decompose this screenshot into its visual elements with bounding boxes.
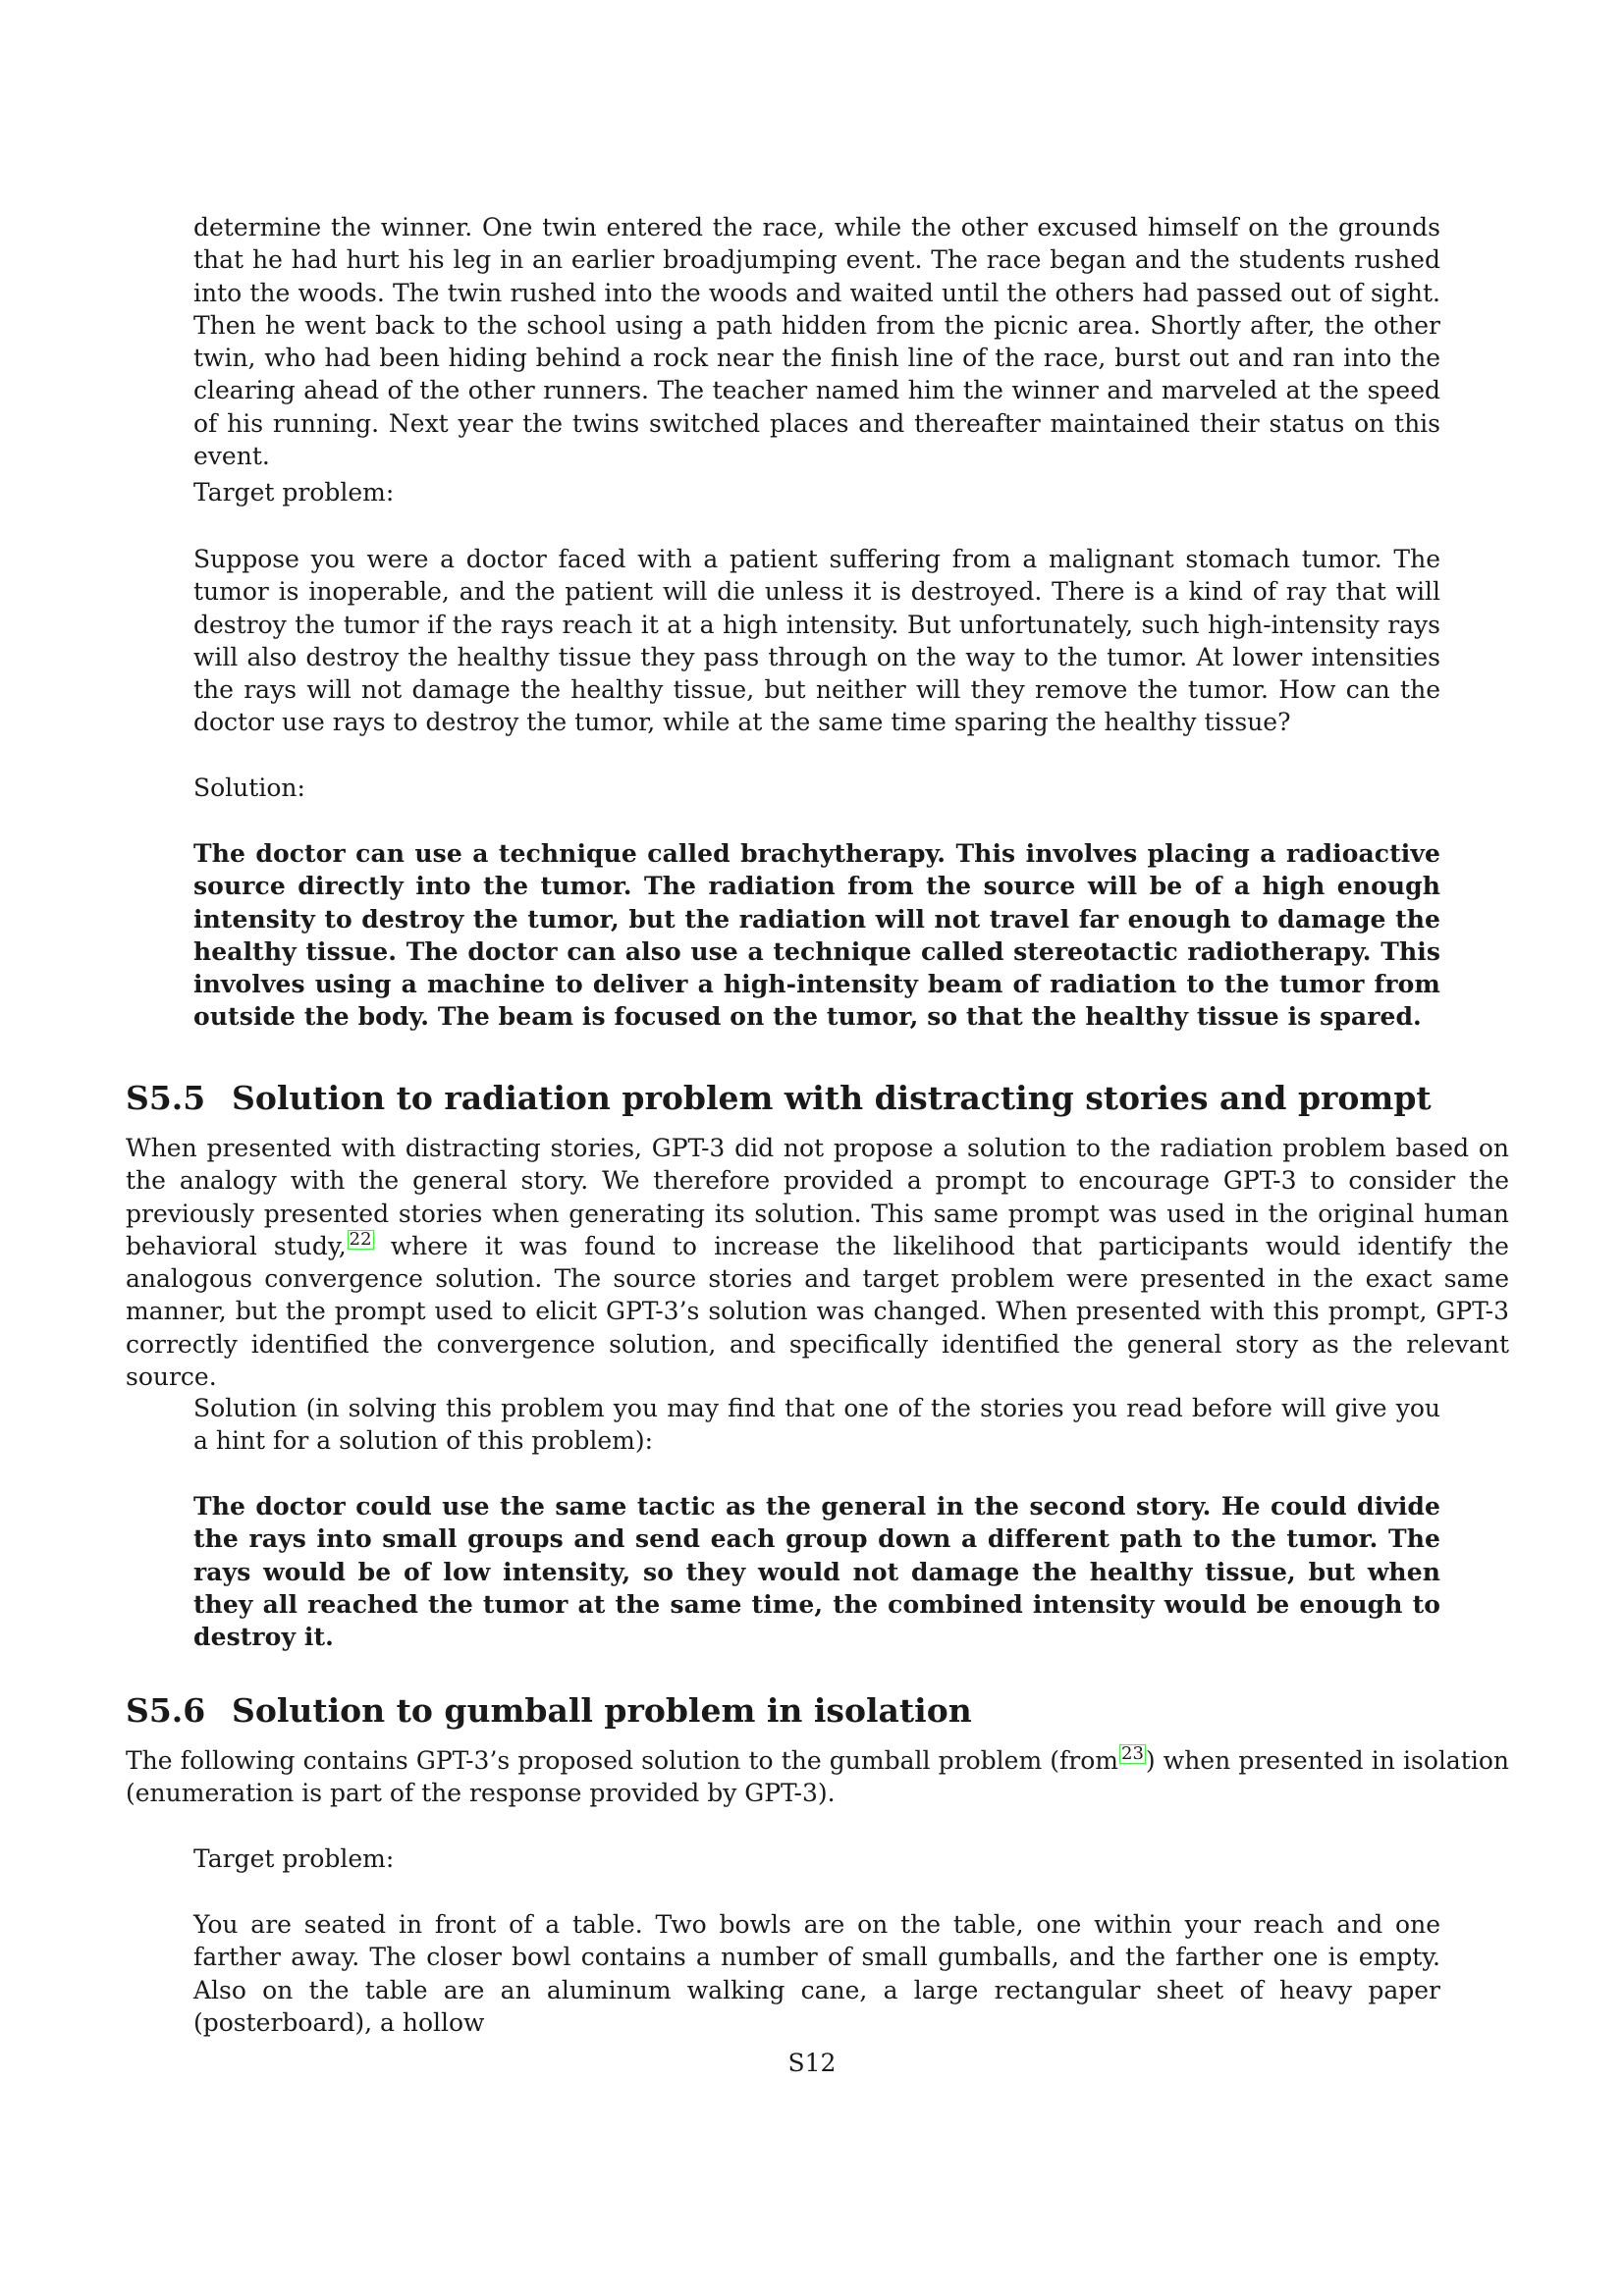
radiation-problem-paragraph: Suppose you were a doctor faced with a patient suffering from a malignant stomach tumor. The tumor is inoperable, and the patient will die unless it is destroyed. There is a kind of ray that will destroy the tumor if the rays reach it at a high intensity. But unfortunately, such high-intensity rays will also destroy the healthy tissue they pass through on the way to the tumor. At lower intensities the rays will not damage the healthy tissue, but neither will they remove the tumor. How can the doctor use rays to destroy the tumor, while at the same time sparing the healthy tissue? [193,545,1440,737]
section-title: Solution to gumball problem in isolation [232,1691,972,1730]
twin-story-paragraph: determine the winner. One twin entered the race, while the other excused himself on the grounds that he had hurt his leg in an earlier broadjumping event. The race began and the students rushed into the woods. The twin rushed into the woods and waited until the others had passed out of sight. Then he went back to the school using a path hidden from the picnic area. Shortly after, the other twin, who had been hiding behind a rock near the finish line of the race, burst out and ran into the clearing ahead of the other runners. The teacher named him the winner and marveled at the speed of his running. Next year the twins switched places and thereafter maintained their status on this event. [193,213,1440,471]
s5-6-body-paragraph [126,1744,1509,1810]
section-number: S5.5 [126,1079,206,1117]
s5-6-text-part-2: ) when presented in isolation (enumeration is part of the response provided by GPT-3). [126,1746,1510,1808]
solution-label: Solution: [193,774,305,802]
section-heading-s5-5 [126,1079,1432,1117]
target-problem-label: Target problem: [193,478,395,507]
section-heading-s5-6 [126,1691,972,1730]
citation-link-22[interactable]: 22 [349,1228,372,1250]
s5-5-body-paragraph [126,1132,1509,1393]
gumball-problem-paragraph: You are seated in front of a table. Two bowls are on the table, one within your reach and one farther away. The closer bowl contains a number of small gumballs, and the farther one is empty. Also on the table are an aluminum walking cane, a large rectangular sheet of heavy paper (posterboard), a hollow [193,1910,1440,2037]
page-number: S12 [787,2049,837,2077]
section-number: S5.6 [126,1691,206,1730]
s5-5-text-part-1: When presented with distracting stories, GPT-3 did not propose a solution to the radiation problem based on the analogy with the general story. We therefore provided a prompt to encourage GPT-3 to consider the previously presented stories when generating its solution. This same prompt was used in the original human behavioral study, [126,1134,1509,1260]
citation-link-23[interactable]: 23 [1121,1743,1144,1764]
solution-prompt-label: Solution (in solving this problem you may find that one of the stories you read before will give you a hint for a solution of this problem): [193,1394,1440,1456]
brachytherapy-solution-paragraph: The doctor can use a technique called brachytherapy. This involves placing a radioactive source directly into the tumor. The radiation from the source will be of a high enough intensity to destroy the tumor, but the radiation will not travel far enough to damage the healthy tissue. The doctor can also use a technique called stereotactic radiotherapy. This involves using a machine to deliver a high-intensity beam of radiation to the tumor from outside the body. The beam is focused on the tumor, so that the healthy tissue is spared. [193,839,1440,1032]
convergence-solution-paragraph: The doctor could use the same tactic as the general in the second story. He could divide the rays into small groups and send each group down a different path to the tumor. The rays would be of low intensity, so they would not damage the healthy tissue, but when they all reached the tumor at the same time, the combined intensity would be enough to destroy it. [193,1492,1440,1652]
s5-6-text-part-1: The following contains GPT-3’s proposed solution to the gumball problem (from [126,1746,1119,1775]
section-title: Solution to radiation problem with distracting stories and prompt [232,1079,1432,1117]
s5-5-text-part-2: where it was found to increase the likelihood that participants would identify the analogous convergence solution. The source stories and target problem were presented in the exact same manner, but the prompt used to elicit GPT-3’s solution was changed. When presented with this prompt, GPT-3 correctly identified the convergence solution, and specifically identified the general story as the relevant source. [126,1231,1509,1392]
target-problem-label: Target problem: [193,1844,395,1873]
